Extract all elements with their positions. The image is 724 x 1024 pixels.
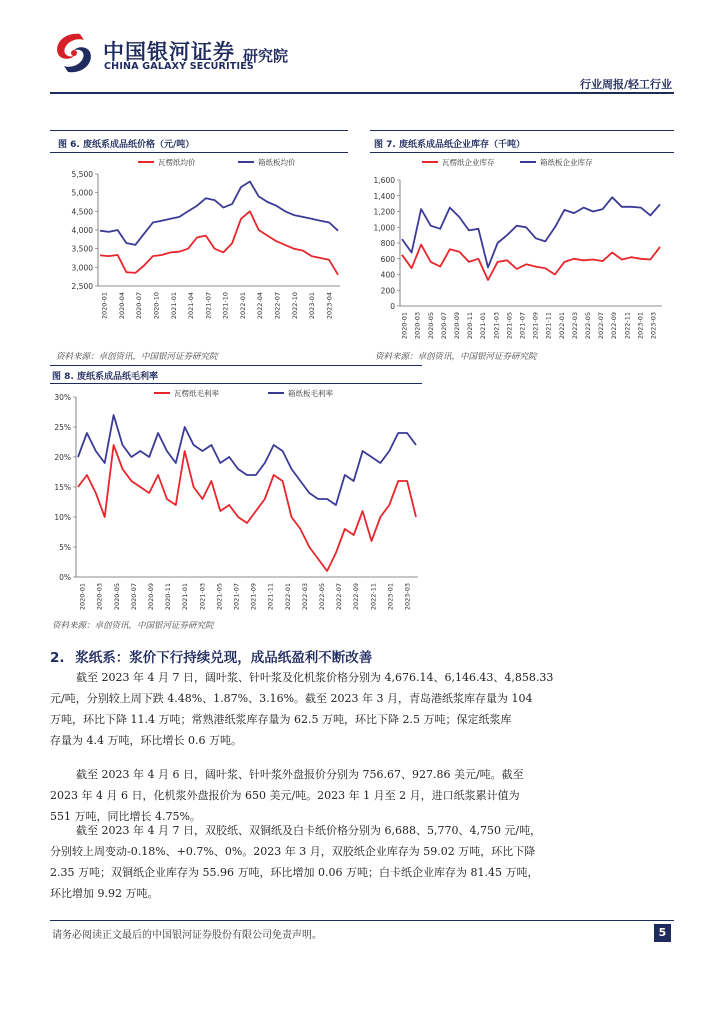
- x-tick-label: 2020-11: [164, 583, 173, 611]
- x-tick-label: 2022-09: [352, 583, 361, 611]
- x-tick-label: 2021-05: [505, 312, 514, 340]
- x-tick-label: 2021-05: [215, 583, 224, 611]
- x-tick-label: 2022-01: [238, 292, 247, 320]
- x-tick-label: 2023-01: [308, 292, 317, 320]
- figure-7: [370, 130, 670, 350]
- paragraph-3-line: 环比增加 9.92 万吨。: [50, 887, 159, 900]
- x-tick-label: 2020-09: [146, 583, 155, 611]
- paragraph-3-line: 分别较上周变动-0.18%、+0.7%、0%。2023 年 3 月，双胶纸企业库存为 59.02 万吨，环比下降: [50, 845, 536, 858]
- y-tick-label: 600: [380, 254, 395, 264]
- x-tick-label: 2022-04: [256, 292, 265, 320]
- page-number: 5: [654, 924, 671, 942]
- paragraph-2-line: 截至 2023 年 4 月 6 日，阔叶浆、针叶浆外盘报价分别为 756.67、927.86 美元/吨。截至: [76, 768, 524, 781]
- y-tick-label: 200: [380, 286, 395, 296]
- series-line-1: [100, 182, 338, 245]
- paragraph-2: [50, 764, 680, 827]
- x-tick-label: 2022-05: [583, 312, 592, 340]
- x-tick-label: 2021-07: [204, 292, 213, 320]
- figure-7-title: 图 7. 废纸系成品纸企业库存（千吨）: [374, 140, 525, 150]
- x-tick-label: 2020-07: [129, 583, 138, 611]
- x-tick-label: 2021-09: [249, 583, 258, 611]
- paragraph-2-line: 2023 年 4 月 6 日，化机浆外盘报价为 650 美元/吨。2023 年 1 月至 2 月，进口纸浆累计值为: [50, 789, 520, 802]
- y-tick-label: 1,600: [373, 176, 395, 185]
- x-tick-label: 2022-01: [557, 312, 566, 340]
- institute-name: 研究院: [243, 47, 289, 65]
- x-tick-label: 2020-07: [439, 312, 448, 340]
- figure-7-top-rule: [370, 130, 674, 131]
- company-name-cn: 中国银河证券: [103, 40, 235, 64]
- x-tick-label: 2020-09: [452, 312, 461, 340]
- y-tick-label: 4,500: [71, 207, 93, 217]
- x-tick-label: 2020-05: [426, 312, 435, 340]
- x-tick-label: 2022-01: [283, 583, 292, 611]
- series-line-0: [78, 445, 416, 571]
- y-tick-label: 0%: [59, 573, 71, 582]
- x-tick-label: 2022-07: [597, 312, 606, 340]
- y-tick-label: 5%: [59, 543, 71, 552]
- y-tick-label: 1,000: [373, 223, 395, 233]
- y-tick-label: 800: [380, 239, 395, 248]
- legend-label-1: 箱纸板均价: [258, 158, 296, 167]
- legend-label-1: 箱纸板企业库存: [540, 158, 593, 167]
- figure-8-source: 资料来源：卓创资讯，中国银河证券研究院: [52, 621, 214, 631]
- x-tick-label: 2020-03: [413, 312, 422, 340]
- section-title: 浆纸系：浆价下行持续兑现，成品纸盈利不断改善: [75, 650, 373, 666]
- y-tick-label: 20%: [54, 453, 71, 462]
- x-tick-label: 2020-07: [135, 292, 144, 320]
- x-tick-label: 2022-03: [570, 312, 579, 340]
- footer-disclaimer: 请务必阅读正文最后的中国银河证券股份有限公司免责声明。: [52, 930, 322, 941]
- y-tick-label: 0: [390, 302, 395, 311]
- figure-7-title-rule: [370, 152, 674, 153]
- x-tick-label: 2022-07: [335, 583, 344, 611]
- x-tick-label: 2022-07: [273, 292, 282, 320]
- x-tick-label: 2022-05: [317, 583, 326, 611]
- x-tick-label: 2020-10: [152, 292, 161, 320]
- x-tick-label: 2021-01: [181, 583, 190, 611]
- y-tick-label: 5,500: [71, 170, 93, 179]
- paragraph-3-line: 2.35 万吨；双铜纸企业库存为 55.96 万吨，环比增加 0.06 万吨；白卡纸企业库存为 81.45 万吨，: [50, 866, 539, 879]
- series-line-1: [78, 415, 416, 505]
- figure-8-top-rule: [50, 365, 422, 366]
- series-line-0: [402, 245, 660, 280]
- report-type: 行业周报/轻工行业: [579, 78, 672, 91]
- y-tick-label: 1,400: [373, 191, 395, 201]
- x-tick-label: 2020-05: [112, 583, 121, 611]
- x-tick-label: 2021-03: [492, 312, 501, 340]
- paragraph-1: [50, 667, 680, 751]
- chart-paper-inventory: [370, 156, 674, 350]
- x-tick-label: 2022-11: [369, 583, 378, 611]
- x-tick-label: 2023-01: [386, 583, 395, 611]
- y-tick-label: 4,000: [71, 226, 93, 235]
- section-heading: [50, 646, 372, 666]
- figure-6-source: 资料来源：卓创资讯，中国银河证券研究院: [56, 352, 218, 362]
- x-tick-label: 2022-03: [300, 583, 309, 611]
- y-tick-label: 5,000: [71, 188, 93, 198]
- x-tick-label: 2021-07: [518, 312, 527, 340]
- x-tick-label: 2021-10: [221, 292, 230, 320]
- legend-label-0: 瓦楞纸企业库存: [442, 158, 495, 167]
- legend-label-0: 瓦楞纸毛利率: [174, 389, 219, 398]
- y-tick-label: 10%: [54, 513, 71, 522]
- figure-7-source: 资料来源：卓创资讯，中国银河证券研究院: [375, 352, 537, 362]
- x-tick-label: 2021-11: [544, 312, 553, 340]
- chart-paper-gross-margin: [50, 387, 425, 615]
- paragraph-2-line: 551 万吨，同比增长 4.75%。: [50, 810, 201, 823]
- x-tick-label: 2022-10: [290, 292, 299, 320]
- x-tick-label: 2020-04: [117, 292, 126, 320]
- header-divider: [50, 92, 674, 94]
- figure-8-title: 图 8. 废纸系成品纸毛利率: [52, 372, 158, 382]
- x-tick-label: 2023-01: [636, 312, 645, 340]
- figure-6-title-rule: [50, 152, 348, 153]
- footer-divider: [50, 920, 674, 921]
- y-tick-label: 30%: [54, 393, 71, 402]
- figure-6-title: 图 6. 废纸系成品纸价格（元/吨）: [58, 140, 195, 150]
- figure-6-top-rule: [50, 130, 348, 131]
- paragraph-3: [50, 820, 680, 904]
- figure-8: [50, 365, 425, 615]
- y-tick-label: 1,200: [373, 207, 395, 217]
- x-tick-label: 2020-01: [78, 583, 87, 611]
- series-line-1: [402, 197, 660, 267]
- x-tick-label: 2020-01: [100, 292, 109, 320]
- paragraph-1-line: 元/吨，分别较上周下跌 4.48%、1.87%、3.16%。截至 2023 年 3 月，青岛港纸浆库存量为 104: [50, 692, 533, 705]
- section-number: 2.: [50, 650, 65, 666]
- y-tick-label: 3,000: [71, 263, 93, 273]
- x-tick-label: 2021-09: [531, 312, 540, 340]
- x-tick-label: 2021-07: [232, 583, 241, 611]
- x-tick-label: 2021-03: [198, 583, 207, 611]
- x-tick-label: 2022-11: [623, 312, 632, 340]
- figure-8-title-rule: [50, 383, 422, 384]
- x-tick-label: 2023-03: [649, 312, 658, 340]
- x-tick-label: 2022-09: [610, 312, 619, 340]
- paragraph-3-line: 截至 2023 年 4 月 7 日，双胶纸、双铜纸及白卡纸价格分别为 6,688、5,770、4,750 元/吨，: [76, 824, 542, 837]
- figure-6: [50, 130, 350, 350]
- x-tick-label: 2020-03: [95, 583, 104, 611]
- y-tick-label: 15%: [54, 483, 71, 492]
- legend-label-0: 瓦楞纸均价: [158, 158, 196, 167]
- x-tick-label: 2020-01: [400, 312, 409, 340]
- x-tick-label: 2023-04: [325, 292, 334, 320]
- paragraph-1-line: 万吨，环比下降 11.4 万吨；常熟港纸浆库存量为 62.5 万吨，环比下降 2.5 万吨；保定纸浆库: [50, 713, 512, 726]
- legend-label-1: 箱纸板毛利率: [288, 389, 333, 398]
- paragraph-1-line: 截至 2023 年 4 月 7 日，阔叶浆、针叶浆及化机浆价格分别为 4,676.14、6,146.43、4,858.33: [76, 671, 554, 684]
- company-logo: [50, 30, 98, 76]
- x-tick-label: 2021-04: [187, 292, 196, 320]
- x-tick-label: 2021-01: [479, 312, 488, 340]
- x-tick-label: 2023-03: [403, 583, 412, 611]
- company-name-en: CHINA GALAXY SECURITIES: [104, 61, 254, 72]
- paragraph-1-line: 存量为 4.4 万吨，环比增长 0.6 万吨。: [50, 734, 242, 747]
- chart-paper-price: [50, 156, 350, 350]
- x-tick-label: 2021-11: [266, 583, 275, 611]
- y-tick-label: 400: [380, 270, 395, 280]
- x-tick-label: 2020-11: [466, 312, 475, 340]
- y-tick-label: 3,500: [71, 244, 93, 254]
- y-tick-label: 2,500: [71, 282, 93, 291]
- x-tick-label: 2021-01: [169, 292, 178, 320]
- y-tick-label: 25%: [54, 423, 71, 432]
